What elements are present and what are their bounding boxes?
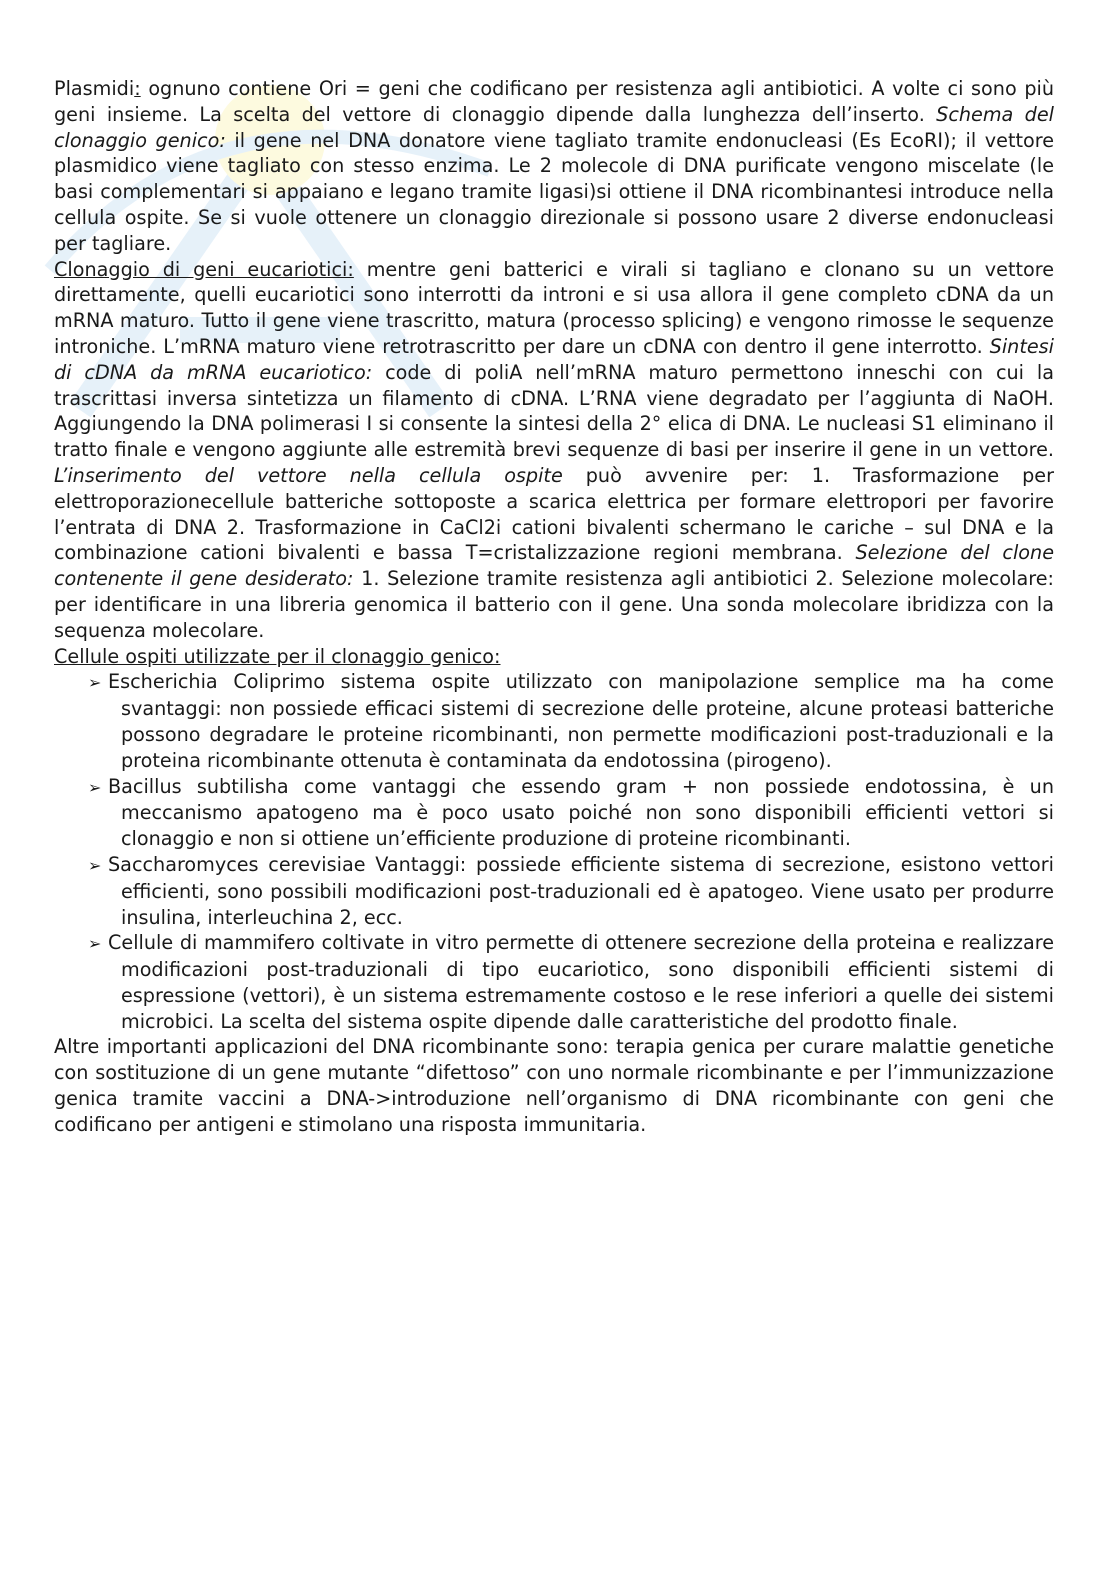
- arrow-bullet-icon: ➢: [88, 673, 102, 693]
- list-item: [86, 852, 1054, 930]
- inserimento-text-2: cellule batteriche sottoposte a scarica elettrica per formare elettropori per favorire l’entrata di DNA 2. Trasformazione in CaCl2: [54, 489, 1054, 539]
- schema-text-2: si ottiene il DNA ricombinante: [596, 180, 888, 204]
- paragraph-clonaggio-eucariotici: [54, 257, 1054, 644]
- inserimento-title: L’inserimento del vettore nella cellula ospite: [54, 463, 563, 487]
- inserimento-text-3: i cationi bivalenti schermano le cariche – sul DNA e la combinazione cationi bivalenti e bassa T=cristalizzazione regioni membrana.: [54, 515, 1054, 565]
- plasmidi-text: ognuno contiene: [140, 77, 312, 100]
- arrow-bullet-icon: ➢: [88, 934, 102, 954]
- sintesi-text: code di poliA nell’mRNA maturo permettono inneschi con cui la trascrittasi inversa sintetizza un filamento di cDNA. L’RNA viene degradato per l’aggiunta di NaOH. Aggiungendo la DNA polimerasi I si consente la sintesi della 2° elica di DNA. Le nucleasi S1 eliminano il tratto finale e vengono aggiunte alle estremità brevi sequenze di basi per inserire il gene in un vettore.: [54, 360, 1054, 462]
- schema-text: il gene nel DNA donatore viene tagliato tramite endonucleasi (Es EcoRI); il vettore plasmidico viene tagliato con stesso enzima. Le 2 molecole di DNA purificate vengono miscelate (le basi complementari si appaiano e legano tramite ligasi): [54, 128, 1054, 204]
- cellule-heading-text: Cellule ospiti utilizzate per il clonaggio genico:: [54, 644, 501, 668]
- paragraph-applicazioni: Altre importanti applicazioni del DNA ricombinante sono: terapia genica per curare malattie genetiche con sostituzione di un gene mutante “difettoso” con uno normale ricombinante e per l’immunizzazione genica tramite vaccini a DNA->introduzione nell’organismo di DNA ricombinante con geni che codificano per antigeni e stimolano una risposta immunitaria.: [54, 1035, 1054, 1136]
- paragraph-plasmidi: [54, 76, 1054, 257]
- plasmidi-text-cont: Ori = geni che codificano per resistenza agli antibiotici. A volte ci sono più geni insieme. La scelta del vettore di clonaggio dipende dalla lunghezza dell’inserto.: [54, 77, 1054, 126]
- inserimento-text: può avvenire per: 1. Trasformazione per elettroporazione: [54, 463, 1054, 513]
- plasmidi-label: Plasmidi: [54, 77, 135, 100]
- sintesi-title: Sintesi di cDNA da mRNA eucariotico:: [54, 334, 1054, 384]
- list-item: [86, 930, 1054, 1034]
- host-name: Escherichia Coli: [108, 670, 270, 694]
- arrow-bullet-icon: ➢: [88, 777, 102, 797]
- selezione-title: Selezione del clone contenente il gene desiderato:: [54, 541, 1055, 591]
- clonaggio-text: mentre geni batterici e virali si tagliano e clonano su un vettore direttamente, quelli eucariotici sono interrotti da introni e si usa allora il gene completo cDNA da un mRNA maturo. Tutto il gene viene trascritto, matura (processo splicing) e vengono rimosse le sequenze introniche. L’mRNA maturo viene retrotrascritto per dare un cDNA con dentro il gene interrotto.: [54, 257, 1054, 358]
- host-text: permette di ottenere secrezione della proteina e realizzare modificazioni post-traduzionali di tipo eucariotico, sono disponibili efficienti sistemi di espressione (vettori), è un sistema estremamente costoso e le rese inferiori a quelle dei sistemi microbici. La scelta del sistema ospite dipende dalle caratteristiche del prodotto finale.: [121, 931, 1055, 1033]
- clonaggio-title: Clonaggio di geni eucariotici:: [54, 257, 354, 281]
- list-item: [86, 774, 1054, 852]
- schema-title: Schema del clonaggio genico:: [54, 102, 1054, 152]
- host-cells-list: [54, 669, 1054, 1034]
- schema-text-3: si introduce nella cellula ospite. Se si vuole ottenere un clonaggio direzionale si possono usare 2 diverse endonucleasi per tagliare.: [54, 180, 1054, 255]
- host-text: Vantaggi: possiede efficiente sistema di secrezione, esistono vettori efficienti, sono possibili modificazioni post-traduzionali ed è apatogeo. Viene usato per produrre insulina, interleuchina 2, ecc.: [121, 852, 1054, 929]
- list-item: [86, 669, 1054, 773]
- plasmidi-colon: :: [134, 77, 141, 100]
- document-body: [54, 76, 1054, 1138]
- host-name: Saccharomyces cerevisiae: [108, 852, 366, 876]
- host-name: Bacillus subtilis: [108, 774, 265, 798]
- arrow-bullet-icon: ➢: [88, 855, 102, 875]
- host-text: ha come vantaggi che essendo gram + non possiede endotossina, è un meccanismo apatogeno ma è poco usato poiché non sono disponibili efficienti vettori si clonaggio e non si ottiene un’efficiente produzione di proteine ricombinanti.: [121, 774, 1054, 851]
- cellule-heading: [54, 644, 1054, 670]
- selezione-text: 1. Selezione tramite resistenza agli antibiotici 2. Selezione molecolare: per identificare in una libreria genomica il batterio con il gene. Una sonda molecolare ibridizza con la sequenza molecolare.: [54, 567, 1054, 642]
- host-name: Cellule di mammifero coltivate in vitro: [108, 931, 479, 955]
- host-text: primo sistema ospite utilizzato con manipolazione semplice ma ha come svantaggi: non possiede efficaci sistemi di secrezione delle proteine, alcune proteasi batteriche possono degradare le proteine ricombinanti, non permette modificazioni post-traduzionali e la proteina ricombinante ottenuta è contaminata da endotossina (pirogeno).: [121, 670, 1054, 772]
